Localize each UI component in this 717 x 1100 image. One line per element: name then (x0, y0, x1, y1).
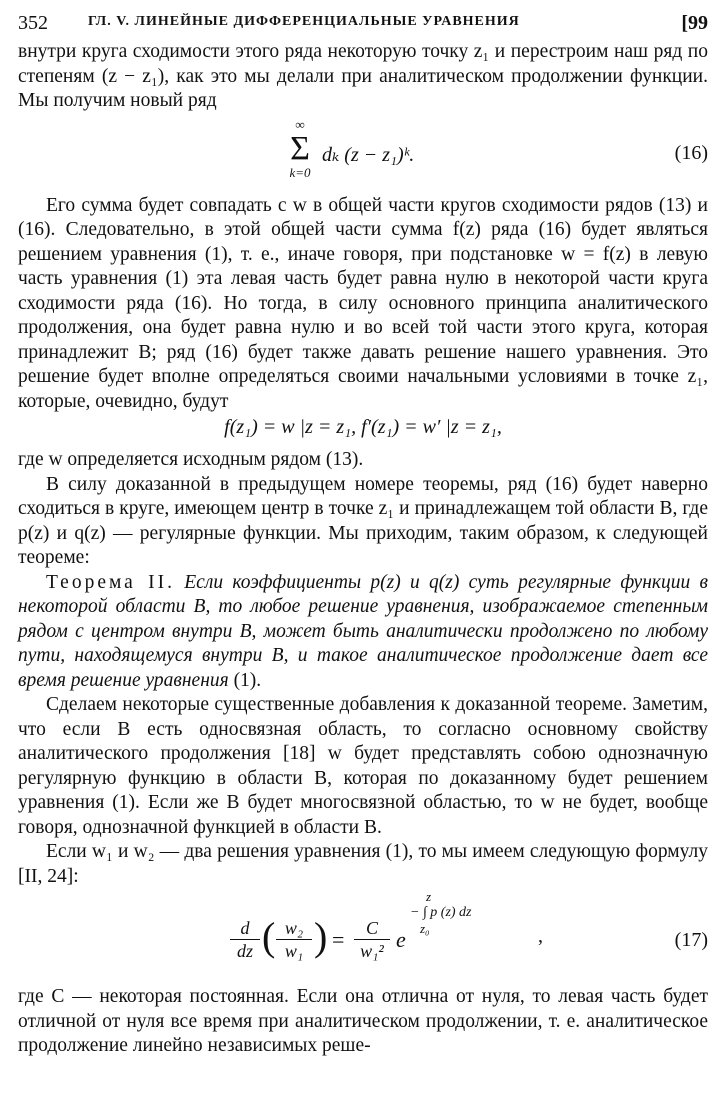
paragraph-3: где w определяется исходным рядом (13). (18, 449, 364, 470)
page-number: 352 (18, 12, 48, 34)
paragraph-7: где C — некоторая постоянная. Если она отлична от нуля, то левая часть будет отличной от нуля все время при аналитическом продолжении, т. е. аналитическое продолжение линейно независимых реше- (18, 986, 708, 1056)
ratio-fraction (276, 917, 312, 962)
equation-number-17: (17) (674, 929, 708, 951)
constant-num: C (354, 917, 390, 940)
page-header (18, 0, 708, 40)
summation-symbol (280, 118, 320, 180)
exp-base: e (396, 927, 406, 952)
running-title: ГЛ. V. ЛИНЕЙНЫЕ ДИФФЕРЕНЦИАЛЬНЫЕ УРАВНЕНИЯ (88, 14, 520, 29)
derivative-num: d (230, 917, 260, 940)
formula-16 (18, 114, 708, 194)
left-paren: ( (262, 914, 276, 959)
theorem-body: Если коэффициенты p(z) и q(z) суть регулярные функции в некоторой области B, то любое решение уравнения, изображаемое степенным рядом с центром внутри B, может быть аналитически продолжено по любому пути, находящемуся внутри B, и такое аналитическое продолжение дает все время решение уравнения (18, 571, 708, 691)
formula-initial-conditions: f(z₁) = w |z = z₁, f′(z₁) = w′ |z = z₁, (224, 416, 502, 438)
constant-fraction (354, 917, 390, 962)
derivative-fraction (230, 917, 260, 962)
theorem-lead: Теорема II. (46, 571, 175, 593)
integral-expression: − ∫ p (z) dz (410, 905, 472, 920)
sum-lower-limit: k=0 (289, 164, 311, 180)
paragraph-4: В силу доказанной в предыдущем номере теоремы, ряд (16) будет наверно сходиться в круге, имеющем центр в точке z₁ и принадлежащем той области B, где p(z) и q(z) — регулярные функции. Мы приходим, таким образом, к следующей теореме: (18, 473, 708, 568)
derivative-den: dz (236, 941, 253, 961)
formula-comma: , (538, 925, 543, 947)
ratio-den: w₁ (284, 941, 304, 961)
paragraph-2: Его сумма будет совпадать с w в общей части кругов сходимости рядов (13) и (16). Следовательно, в этой общей части сумма f(z) ряда (16) будет являться решением уравнения (1), т. е., иначе говоря, при подстановке w = f(z) в левую часть уравнения (1) эта левая часть будет равна нулю в некоторой части круга сходимости ряда (16). Но тогда, в силу основного принципа аналитического продолжения, она будет равна нулю и во всей той части этого круга, которая принадлежит B; ряд (16) будет также давать решение нашего уравнения. Это решение будет вполне определяться своими начальными условиями в точке z₁, которые, очевидно, будут (18, 194, 708, 412)
integral-upper: z (426, 889, 432, 904)
constant-den: w₁² (360, 941, 384, 961)
series-body: dₖ (z − z₁)ᵏ. (322, 143, 415, 166)
sum-upper-limit: ∞ (295, 116, 305, 132)
paragraph-6: Если w₁ и w₂ — два решения уравнения (1), то мы имеем следующую формулу [II, 24]: (18, 841, 708, 887)
paragraph-5: Сделаем некоторые существенные добавления к доказанной теореме. Заметим, что если B есть односвязная область, то согласно основному свойству аналитического продолжения [18] w будет представлять собою однозначную регулярную функцию в области B, которая по доказанному будет решением уравнения (1). Если же B будет многосвязной областью, то w не будет, вообще говоря, однозначной функцией в области B. (18, 694, 708, 838)
integral-lower: z₀ (420, 921, 430, 936)
book-page (18, 0, 708, 1100)
theorem-tail: (1). (233, 669, 262, 691)
equals-sign: = (332, 927, 345, 952)
formula-17 (18, 889, 708, 985)
section-number: [99 (681, 12, 708, 34)
ratio-num: w₂ (276, 917, 312, 940)
sigma-sign: Σ (290, 129, 310, 167)
theorem-2 (18, 571, 708, 694)
equation-number-16: (16) (674, 141, 708, 164)
right-paren: ) (314, 914, 328, 959)
paragraph-1: внутри круга сходимости этого ряда некоторую точку z₁ и перестроим наш ряд по степеням (z − z₁), как это мы делали при аналитическом продолжении функции. Мы получим новый ряд (18, 41, 708, 111)
